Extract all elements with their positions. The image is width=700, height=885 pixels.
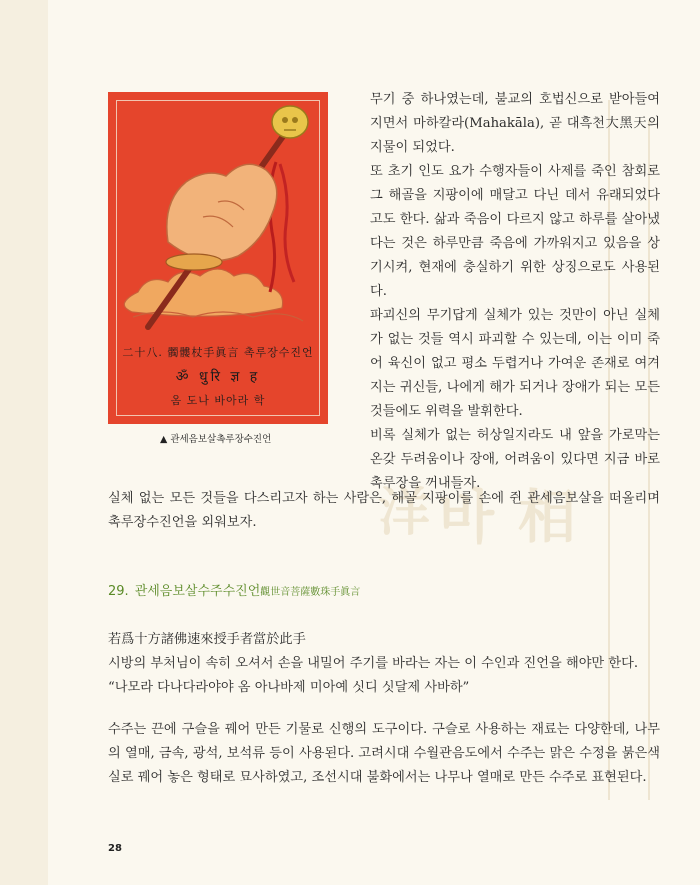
watermark-text: 바 xyxy=(438,483,495,551)
mantra-hangul-line: 옴 도나 바아라 학 xyxy=(170,394,266,407)
verse-mantra: “나모라 다나다라야야 옴 아나바제 미아예 싯디 싯달제 사바하” xyxy=(108,680,470,695)
figure-mantra-text xyxy=(118,340,318,414)
summary-paragraph: 실체 없는 모든 것들을 다스리고자 하는 사람은, 해골 지팡이를 손에 쥔 관세음보살을 떠올리며 촉루장수진언을 외워보자. xyxy=(108,491,660,530)
skull-staff-hand-illustration xyxy=(108,92,328,424)
summary-block xyxy=(108,487,660,535)
section-number: 29. xyxy=(108,584,129,599)
golden-skull-icon xyxy=(272,106,308,138)
page-number: 28 xyxy=(108,843,122,854)
paragraph: 비록 실체가 없는 허상일지라도 내 앞을 가로막는 온갖 두려움이나 장애, 어려움이 있다면 지금 바로 촉루장을 꺼내들자. xyxy=(370,428,660,491)
paragraph: 무기 중 하나였는데, 불교의 호법신으로 받아들여지면서 마하칼라(Mahakāla), 곧 대흑천大黑天의 지물이 되었다. xyxy=(370,92,660,155)
closing-paragraph: 수주는 끈에 구슬을 꿰어 만든 기물로 신행의 도구이다. 구슬로 사용하는 재료는 다양한데, 나무의 열매, 금속, 광석, 보석류 등이 사용된다. 고려시대 수월관음도에서 수주는 맑은 수정을 붉은색 실로 꿰어 놓은 형태로 묘사하였고, 조선시대 불화에서는 나무나 열매로 만든 수주로 표현된다. xyxy=(108,722,660,785)
watermark-text: 相 xyxy=(518,483,577,551)
verse-translation: 시방의 부처님이 속히 오셔서 손을 내밀어 주기를 바라는 자는 이 수인과 진언을 해야만 한다. xyxy=(108,656,639,671)
page-edge-band xyxy=(0,0,48,885)
paragraph: 또 초기 인도 요가 수행자들이 사제를 죽인 참회로 그 해골을 지팡이에 매달고 다닌 데서 유래되었다고도 한다. 삶과 죽음이 다르지 않고 하루를 살아냈다는 것은 하루만큼 죽음에 가까워지고 있음을 상기시켜, 현재에 충실하기 위한 상징으로도 사용된다. xyxy=(370,164,660,299)
section-title: 관세음보살수주수진언 xyxy=(134,584,261,599)
verse-hanja: 若爲十方諸佛速來授手者當於此手 xyxy=(108,632,306,647)
section-title-hanja: 觀世音菩薩數珠手眞言 xyxy=(260,587,361,598)
figure-caption: ▲ 관세음보살촉루장수진언 xyxy=(160,434,272,445)
right-column-text xyxy=(370,88,660,496)
hand-holding-staff-drawing xyxy=(108,92,328,332)
section-heading xyxy=(108,580,668,599)
bracelet xyxy=(166,254,222,270)
watermark-text: 洋 xyxy=(378,483,431,543)
hand-shape xyxy=(167,164,277,260)
verse-block xyxy=(108,628,660,700)
closing-block xyxy=(108,718,660,790)
mantra-siddham-line: ॐ धुरि ज्ञ ह xyxy=(175,369,261,385)
paragraph: 파괴신의 무기답게 실체가 있는 것만이 아닌 실체가 없는 것들 역시 파괴할 수 있는데, 이는 이미 죽어 육신이 없고 평소 두렵거나 가여운 존재로 여겨지는 귀신들, 나에게 해가 되거나 장애가 되는 모든 것들에도 위력을 발휘한다. xyxy=(370,308,660,419)
cloud-shape xyxy=(124,269,282,316)
ribbon xyxy=(280,164,294,282)
mantra-title-line: 二十八. 髑髏杖手眞言 촉루장수진언 xyxy=(122,346,314,359)
